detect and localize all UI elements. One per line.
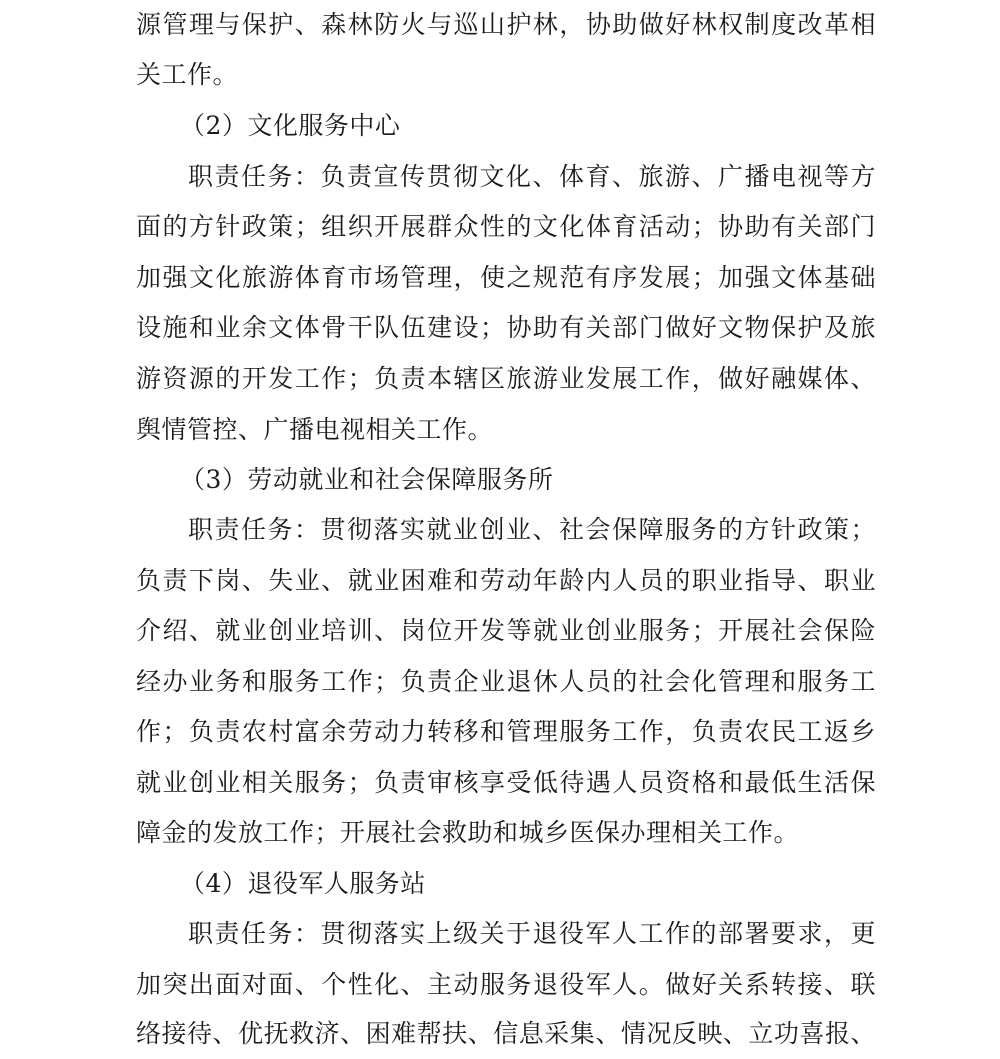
section-heading: （3）劳动就业和社会保障服务所	[180, 465, 554, 494]
section-heading: （4）退役军人服务站	[180, 869, 426, 898]
body-text-line: 障金的发放工作；开展社会救助和城乡医保办理相关工作。	[136, 818, 800, 847]
body-text-line: 面的方针政策；组织开展群众性的文化体育活动；协助有关部门	[136, 212, 876, 241]
body-text-line: 设施和业余文体骨干队伍建设；协助有关部门做好文物保护及旅	[136, 313, 876, 342]
body-text-line: 络接待、优抚救济、困难帮扶、信息采集、情况反映、立功喜报、	[136, 1019, 876, 1048]
body-text-line: 就业创业相关服务；负责审核享受低待遇人员资格和最低生活保	[136, 768, 876, 797]
body-text-line: 职责任务：贯彻落实上级关于退役军人工作的部署要求，更	[188, 919, 876, 948]
body-text-line: 源管理与保护、森林防火与巡山护林，协助做好林权制度改革相	[136, 10, 876, 39]
body-text-line: 作；负责农村富余劳动力转移和管理服务工作，负责农民工返乡	[136, 717, 876, 746]
body-text-line: 经办业务和服务工作；负责企业退休人员的社会化管理和服务工	[136, 667, 876, 696]
body-text-line: 负责下岗、失业、就业困难和劳动年龄内人员的职业指导、职业	[136, 566, 876, 595]
body-text-line: 游资源的开发工作；负责本辖区旅游业发展工作，做好融媒体、	[136, 364, 876, 393]
body-text-line: 舆情管控、广播电视相关工作。	[136, 415, 494, 444]
body-text-line: 加强文化旅游体育市场管理，使之规范有序发展；加强文体基础	[136, 263, 876, 292]
body-text-line: 职责任务：贯彻落实就业创业、社会保障服务的方针政策；	[188, 515, 876, 544]
body-text-line: 关工作。	[136, 60, 239, 89]
body-text-line: 职责任务：负责宣传贯彻文化、体育、旅游、广播电视等方	[188, 162, 876, 191]
body-text-line: 介绍、就业创业培训、岗位开发等就业创业服务；开展社会保险	[136, 616, 876, 645]
section-heading: （2）文化服务中心	[180, 111, 401, 140]
body-text-line: 加突出面对面、个性化、主动服务退役军人。做好关系转接、联	[136, 970, 876, 999]
